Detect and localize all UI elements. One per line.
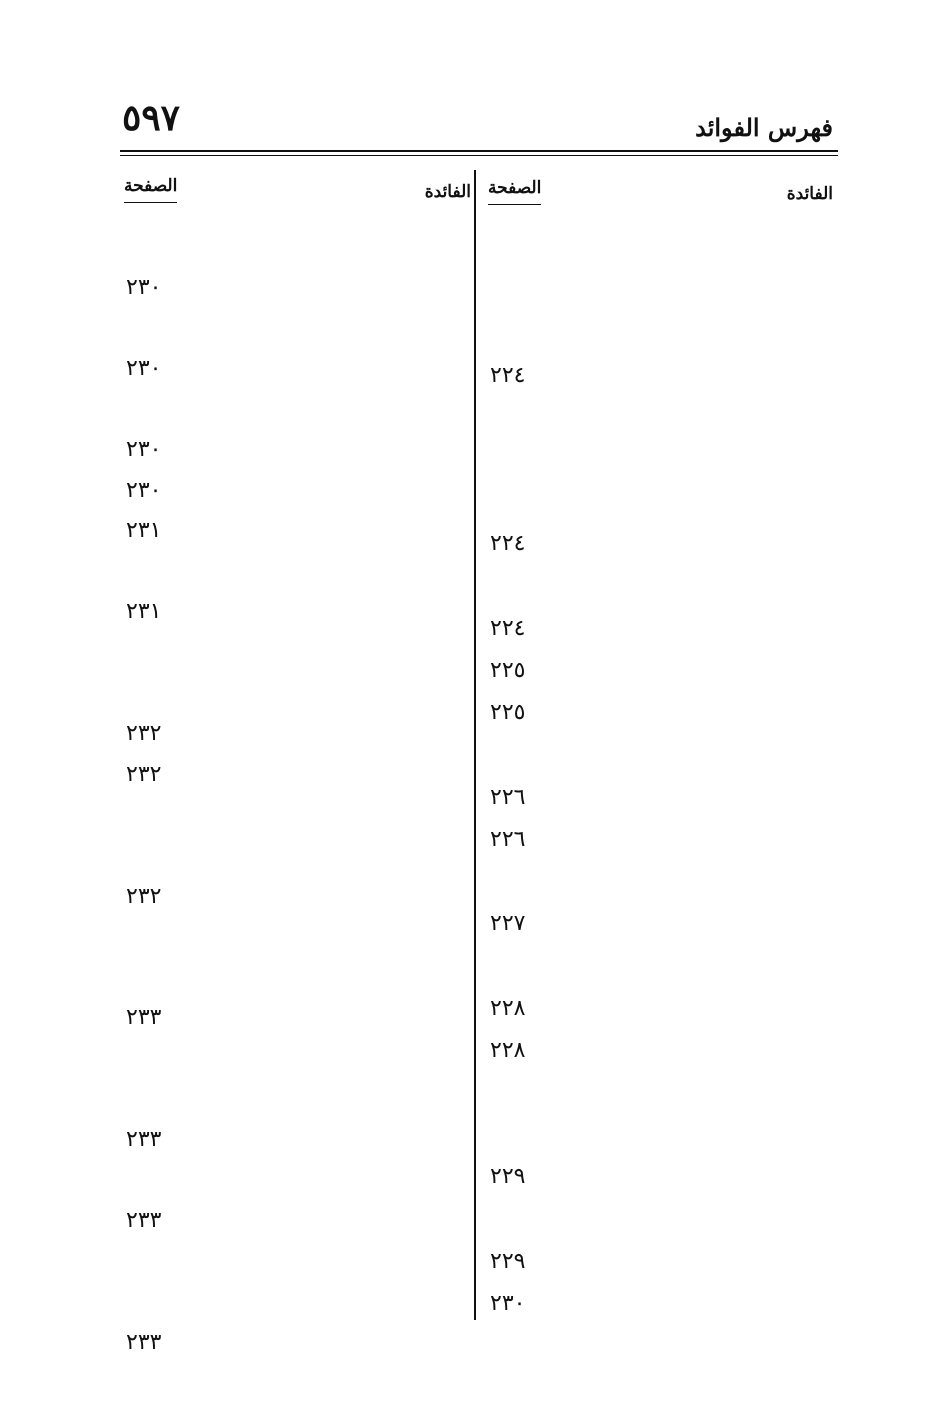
- entry-page-number: [126, 1119, 186, 1161]
- entry-page-number: [490, 1241, 550, 1283]
- entry-page-number: [126, 267, 186, 309]
- entry-page-number: [126, 1200, 186, 1242]
- page-ref: ٢٣٠: [126, 274, 162, 300]
- page-ref: ٢٣٣: [126, 1005, 162, 1031]
- entry-page-number: [490, 650, 550, 692]
- page-ref: ٢٢٤: [490, 615, 526, 641]
- page-ref: ٢٢٦: [490, 826, 526, 852]
- left-column-heading-page: [124, 174, 177, 203]
- page-ref: ٢٣٢: [126, 761, 162, 787]
- right-column-heading-item: [787, 182, 833, 206]
- entry-page-number: [126, 997, 186, 1039]
- entry-page-number: [490, 988, 550, 1030]
- page-ref: ٢٣٣: [126, 1208, 162, 1234]
- page-ref: ٢٣٢: [126, 721, 162, 747]
- page-ref: ٢٢٨: [490, 995, 526, 1021]
- entry-page-number: [126, 348, 186, 390]
- entry-page-number: [126, 1322, 186, 1364]
- entry-page-number: [126, 876, 186, 918]
- page-ref: ٢٣٠: [126, 477, 162, 503]
- entry-page-number: [490, 1283, 550, 1325]
- header-rule: [120, 150, 838, 152]
- entry-page-number: [490, 523, 550, 565]
- page-ref: ٢٢٥: [490, 700, 526, 726]
- entry-page-number: [126, 754, 186, 796]
- entry-page-number: [126, 510, 186, 552]
- page-ref: ٢٢٨: [490, 1037, 526, 1063]
- entry-page-number: [490, 608, 550, 650]
- page-ref: ٢٣١: [126, 518, 162, 544]
- page-ref: ٢٢٤: [490, 362, 526, 388]
- page-ref: ٢٣٠: [490, 1291, 526, 1316]
- header-rule-thin: [120, 155, 838, 156]
- entry-page-number: [490, 777, 550, 819]
- entry-page-number: [126, 470, 186, 512]
- heading-label: الصفحة: [124, 176, 178, 196]
- page-ref: ٢٢٤: [490, 531, 526, 557]
- entry-page-number: [490, 1156, 550, 1198]
- left-column-heading-item: [425, 180, 471, 204]
- page-ref: ٢٣٣: [126, 1127, 162, 1153]
- page-ref: ٢٣٢: [126, 883, 162, 909]
- heading-label: الفائدة: [424, 182, 471, 202]
- entry-page-number: [126, 713, 186, 755]
- entry-page-number: [490, 903, 550, 945]
- page-ref: ٢٢٧: [490, 911, 526, 937]
- page-ref: ٢٣٠: [126, 355, 162, 381]
- page-ref: ٢٣٠: [126, 437, 162, 462]
- heading-underline: [124, 202, 177, 203]
- heading-underline: [488, 204, 541, 205]
- entry-page-number: [126, 429, 186, 471]
- page-ref: ٢٢٥: [490, 658, 526, 683]
- heading-label: الصفحة: [488, 178, 542, 198]
- page-ref: ٢٢٩: [490, 1248, 526, 1274]
- entry-page-number: [490, 692, 550, 734]
- page-ref: ٢٣٣: [126, 1330, 162, 1356]
- page-ref: ٢٣١: [126, 599, 162, 625]
- entry-page-number: [490, 355, 550, 397]
- entry-page-number: [490, 819, 550, 861]
- running-title: فهرس الفوائد: [695, 113, 833, 142]
- page-ref: ٢٢٦: [490, 784, 526, 810]
- right-column-heading-page: [488, 176, 541, 205]
- page-number: ٥٩٧: [122, 97, 181, 139]
- entry-page-number: [490, 1030, 550, 1072]
- entry-page-number: [126, 591, 186, 633]
- page-ref: ٢٢٩: [490, 1164, 526, 1190]
- column-divider: [474, 170, 476, 1320]
- heading-label: الفائدة: [786, 184, 833, 204]
